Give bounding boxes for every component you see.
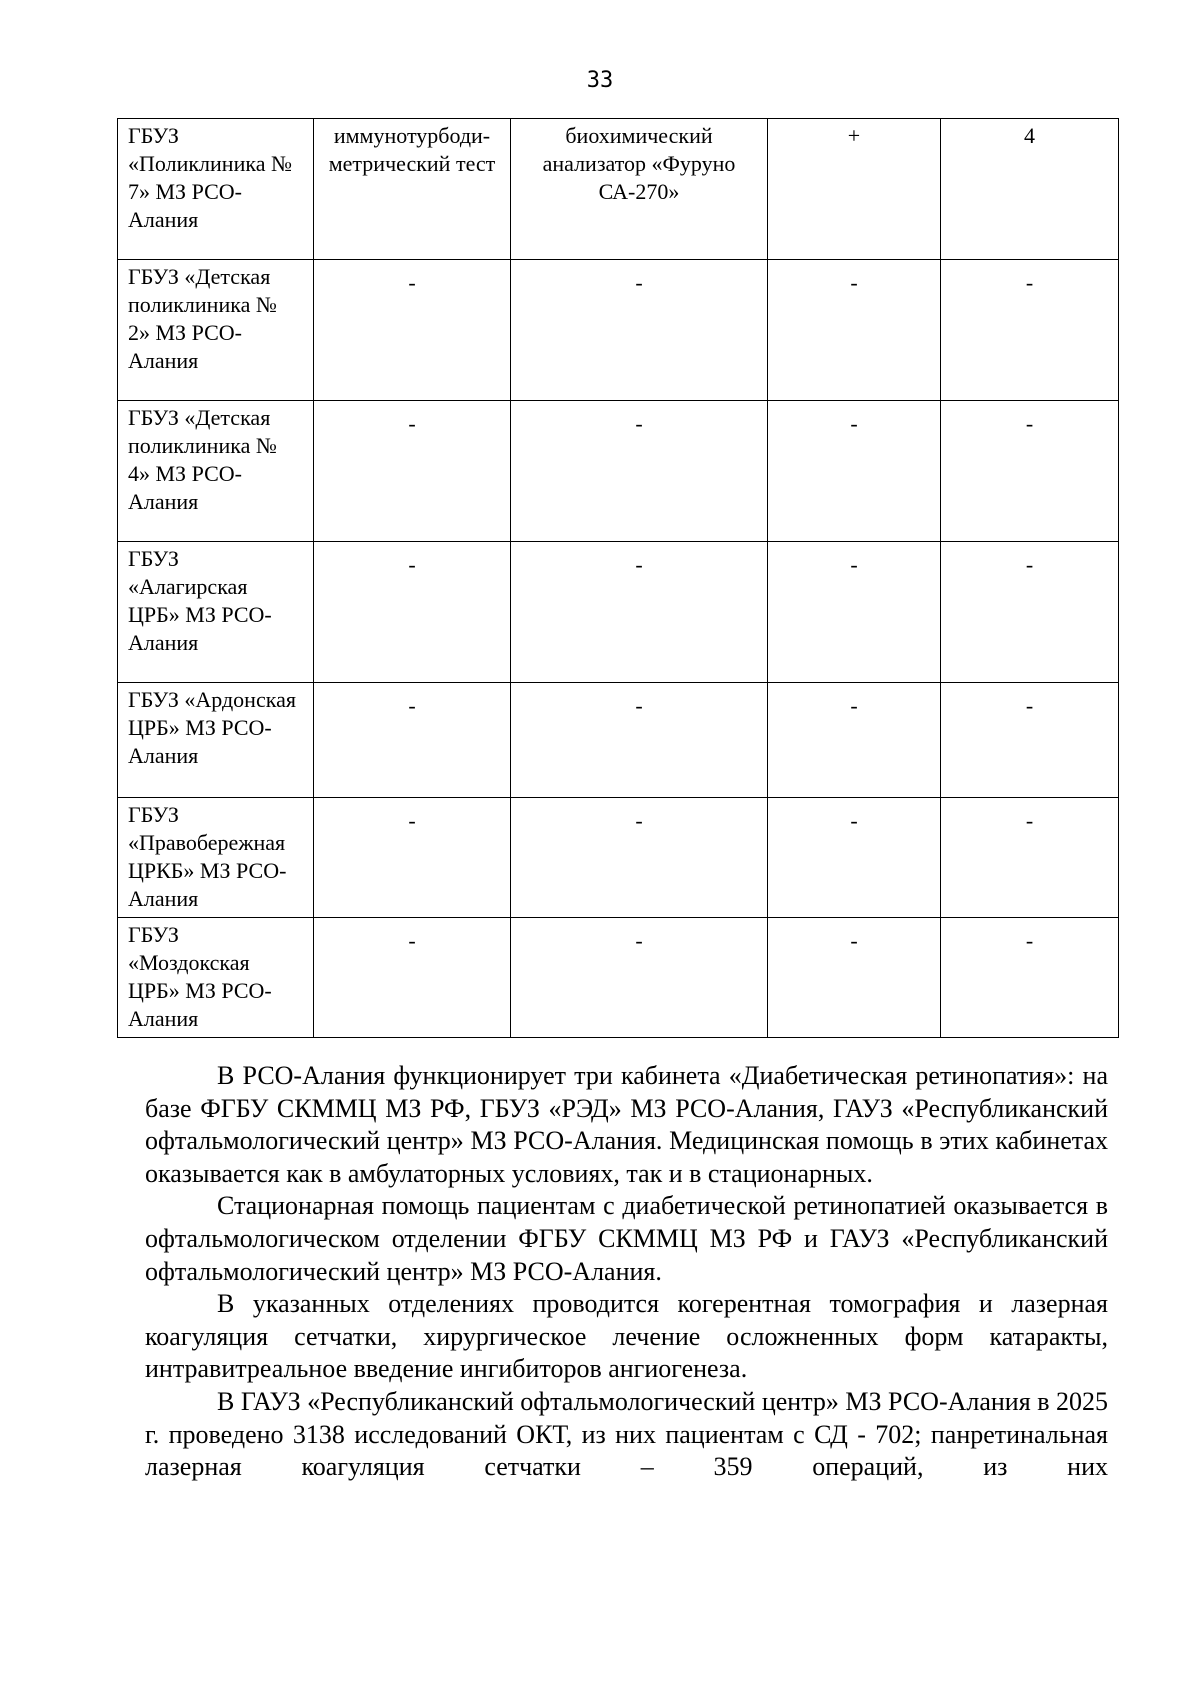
- equipment-cell: -: [511, 683, 768, 798]
- org-cell: ГБУЗ «Детская поликлиника № 4» МЗ РСО-Алания: [118, 401, 314, 542]
- equipment-cell: -: [511, 542, 768, 683]
- method-cell: иммунотурбоди-метрический тест: [314, 119, 511, 260]
- count-cell: -: [941, 260, 1119, 401]
- equipment-cell: биохимический анализатор «Фуруно СА-270»: [511, 119, 768, 260]
- availability-cell: -: [768, 401, 941, 542]
- body-text: [145, 1060, 1108, 1484]
- count-cell: -: [941, 542, 1119, 683]
- method-cell: -: [314, 798, 511, 918]
- org-cell: ГБУЗ «Детская поликлиника № 2» МЗ РСО-Алания: [118, 260, 314, 401]
- data-table: [117, 118, 1119, 1038]
- equipment-cell: -: [511, 401, 768, 542]
- table-row: [118, 401, 1119, 542]
- equipment-cell: -: [511, 918, 768, 1038]
- count-cell: -: [941, 798, 1119, 918]
- paragraph: В указанных отделениях проводится когерентная томография и лазерная коагуляция сетчатки, хирургическое лечение осложненных форм катаракты, интравитреальное введение ингибиторов ангиогенеза.: [145, 1289, 1108, 1384]
- availability-cell: -: [768, 798, 941, 918]
- method-cell: -: [314, 260, 511, 401]
- method-cell: -: [314, 401, 511, 542]
- count-cell: -: [941, 918, 1119, 1038]
- count-cell: -: [941, 401, 1119, 542]
- org-cell: ГБУЗ «Ардонская ЦРБ» МЗ РСО-Алания: [118, 683, 314, 798]
- org-cell: ГБУЗ «Алагирская ЦРБ» МЗ РСО-Алания: [118, 542, 314, 683]
- table-row: [118, 119, 1119, 260]
- table-row: [118, 260, 1119, 401]
- paragraph: В ГАУЗ «Республиканский офтальмологический центр» МЗ РСО-Алания в 2025 г. проведено 3138 исследований ОКТ, из них пациентам с СД - 702; панретинальная лазерная коагуляция сетчатки – 359 операций, из них: [145, 1386, 1108, 1482]
- method-cell: -: [314, 918, 511, 1038]
- table-row: [118, 918, 1119, 1038]
- count-cell: -: [941, 683, 1119, 798]
- page-number: 33: [586, 68, 614, 93]
- method-cell: -: [314, 542, 511, 683]
- org-cell: ГБУЗ «Поликлиника № 7» МЗ РСО-Алания: [118, 119, 314, 260]
- availability-cell: -: [768, 542, 941, 683]
- table-row: [118, 683, 1119, 798]
- org-cell: ГБУЗ «Моздокская ЦРБ» МЗ РСО-Алания: [118, 918, 314, 1038]
- availability-cell: -: [768, 260, 941, 401]
- availability-cell: -: [768, 918, 941, 1038]
- availability-cell: -: [768, 683, 941, 798]
- table-row: [118, 542, 1119, 683]
- paragraph: В РСО-Алания функционирует три кабинета «Диабетическая ретинопатия»: на базе ФГБУ СКММЦ МЗ РФ, ГБУЗ «РЭД» МЗ РСО-Алания, ГАУЗ «Республиканский офтальмологический центр» МЗ РСО-Алания. Медицинская помощь в этих кабинетах оказывается как в амбулаторных условиях, так и в стационарных.: [145, 1061, 1108, 1188]
- table-row: [118, 798, 1119, 918]
- equipment-cell: -: [511, 798, 768, 918]
- equipment-cell: -: [511, 260, 768, 401]
- method-cell: -: [314, 683, 511, 798]
- count-cell: 4: [941, 119, 1119, 260]
- availability-cell: +: [768, 119, 941, 260]
- paragraph: Стационарная помощь пациентам с диабетической ретинопатией оказывается в офтальмологическом отделении ФГБУ СКММЦ МЗ РФ и ГАУЗ «Республиканский офтальмологический центр» МЗ РСО-Алания.: [145, 1191, 1108, 1286]
- org-cell: ГБУЗ «Правобережная ЦРКБ» МЗ РСО-Алания: [118, 798, 314, 918]
